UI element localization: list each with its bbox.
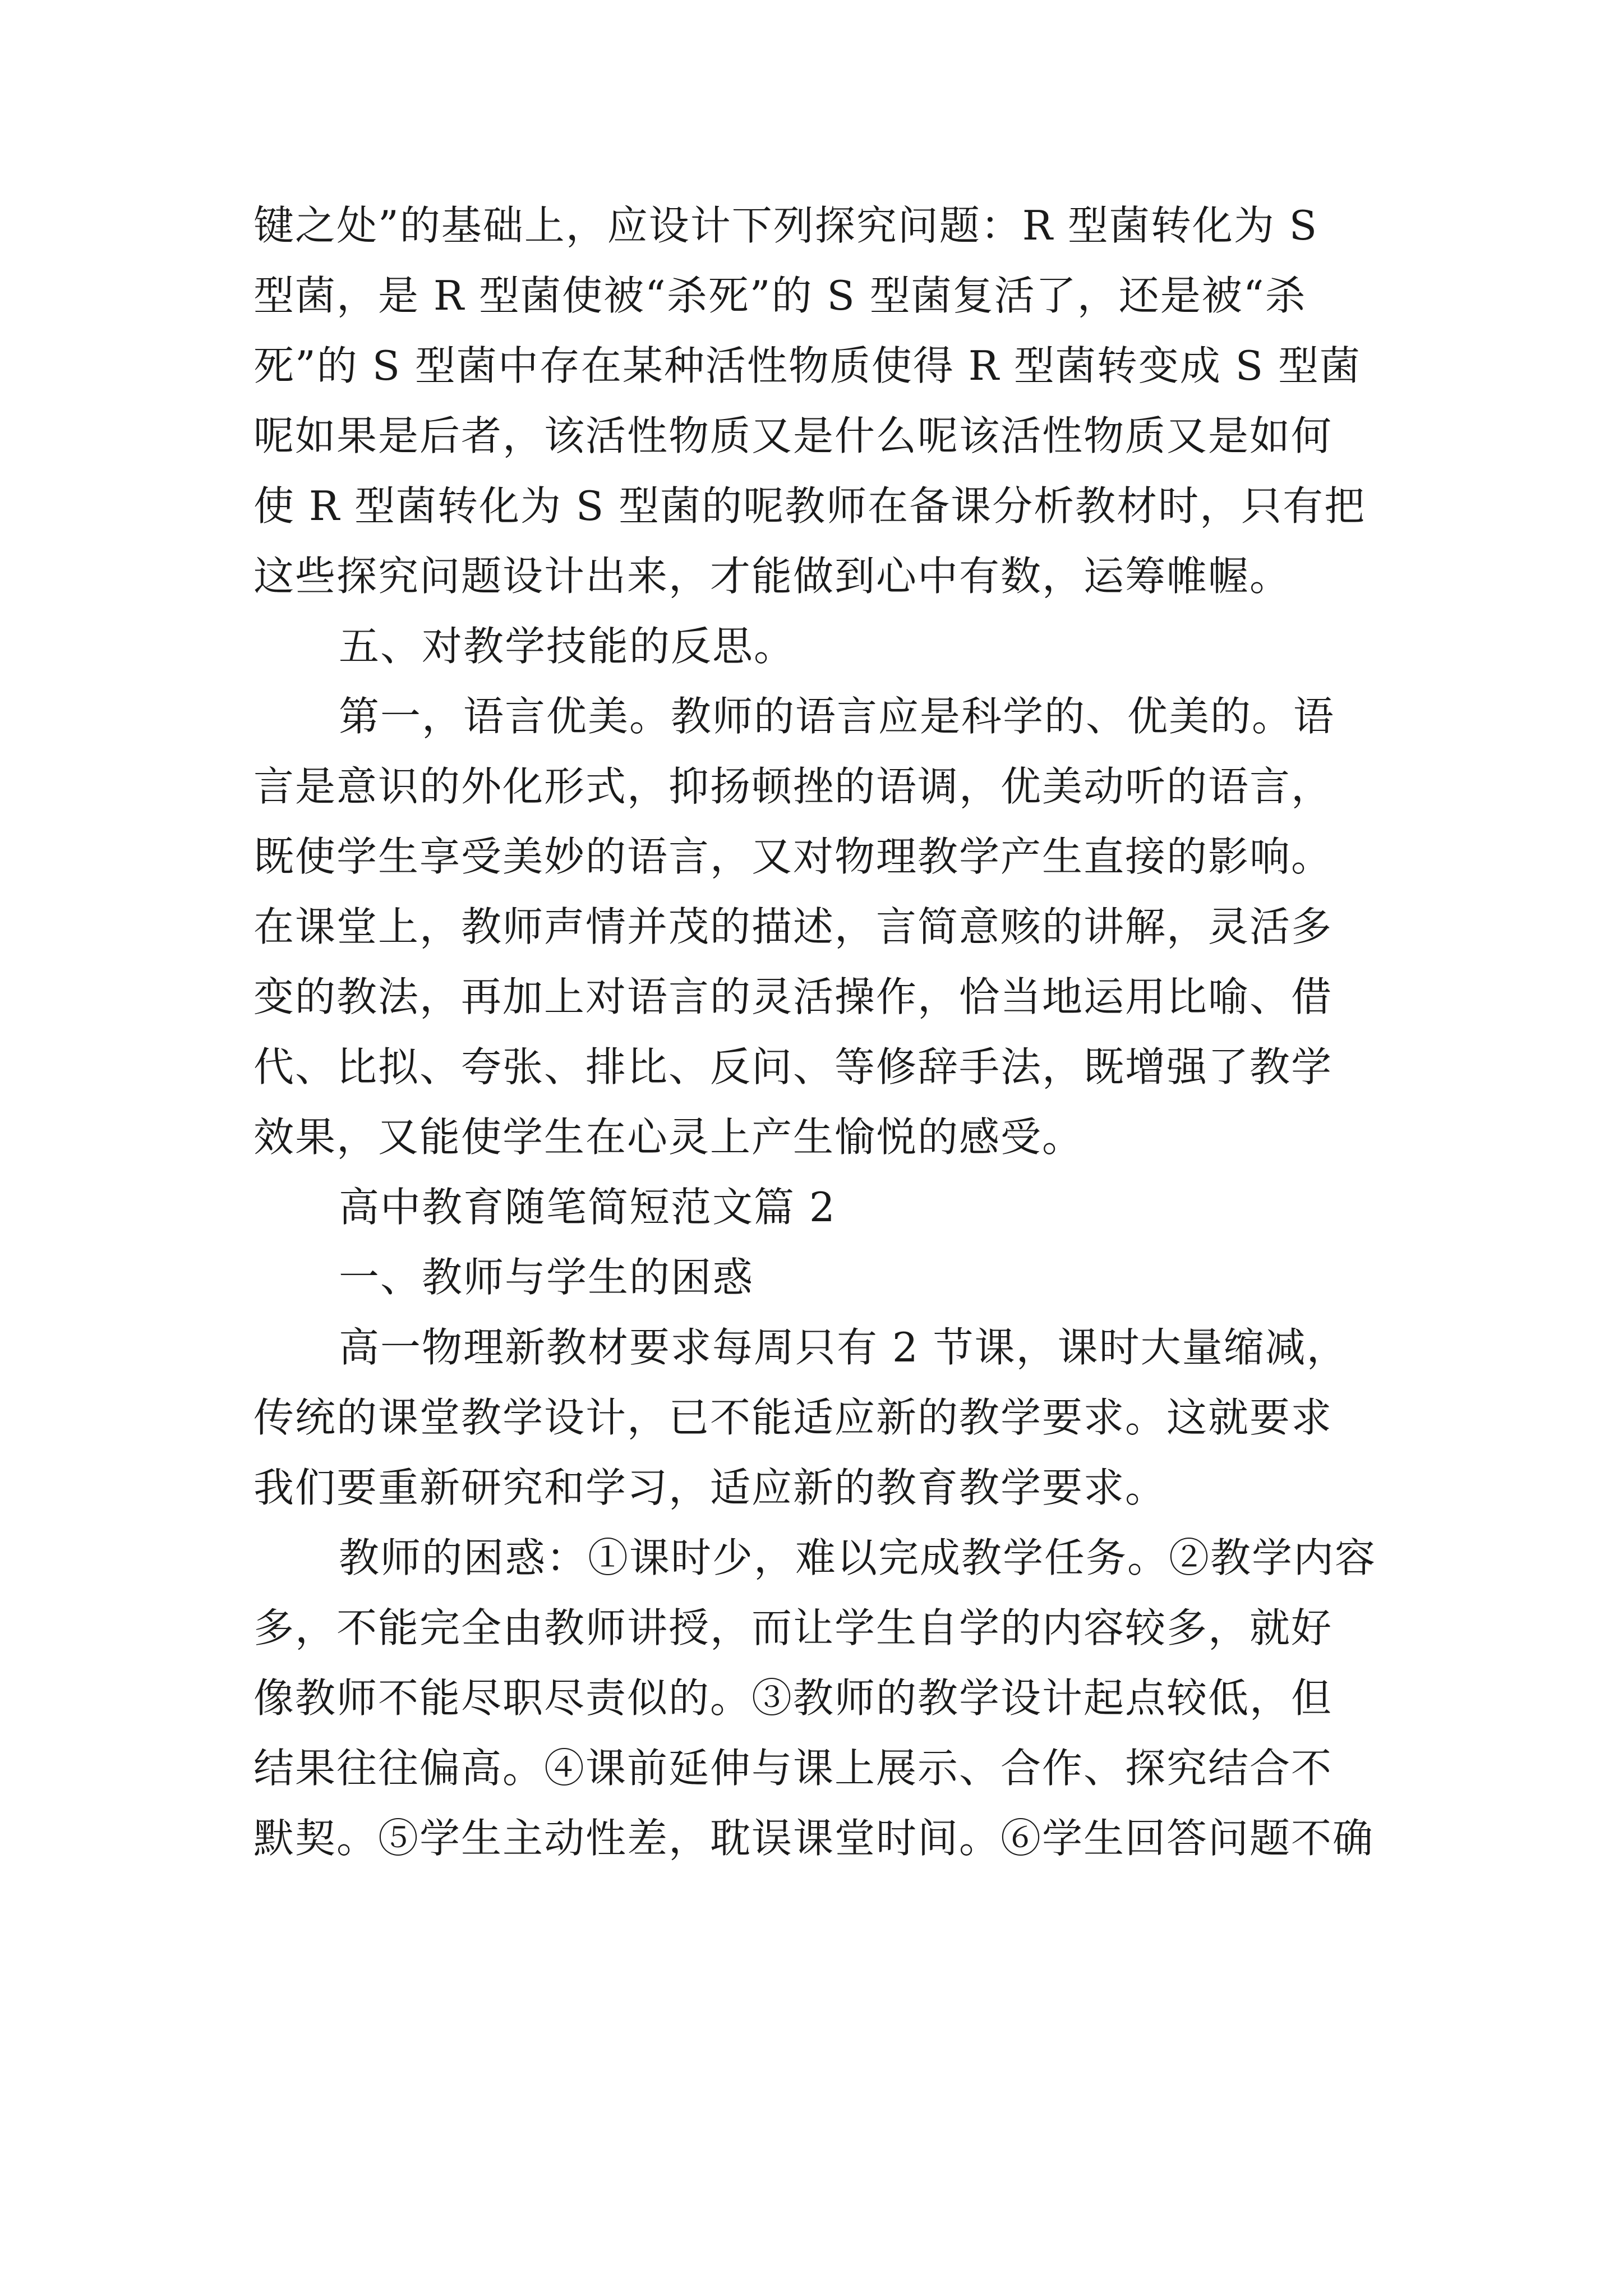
- text-line: 言是意识的外化形式，抑扬顿挫的语调，优美动听的语言，: [253, 763, 1333, 810]
- text-line: 型菌，是 R 型菌使被“杀死”的 S 型菌复活了，还是被“杀: [253, 272, 1307, 319]
- section-heading: 一、教师与学生的困惑: [339, 1254, 754, 1301]
- article-title: 高中教育随笔简短范文篇 2: [339, 1184, 836, 1231]
- section-heading: 五、对教学技能的反思。: [339, 623, 796, 670]
- text-line: 使 R 型菌转化为 S 型菌的呢教师在备课分析教材时，只有把: [253, 482, 1366, 530]
- text-line: 传统的课堂教学设计，已不能适应新的教学要求。这就要求: [253, 1394, 1333, 1441]
- text-line: 多，不能完全由教师讲授，而让学生自学的内容较多，就好: [253, 1604, 1333, 1651]
- text-line: 在课堂上，教师声情并茂的描述，言简意赅的讲解，灵活多: [253, 903, 1333, 950]
- paragraph-start-line: 教师的困惑：①课时少，难以完成教学任务。②教学内容: [339, 1534, 1377, 1581]
- text-line: 结果往往偏高。④课前延伸与课上展示、合作、探究结合不: [253, 1745, 1333, 1792]
- text-line: 效果，又能使学生在心灵上产生愉悦的感受。: [253, 1114, 1084, 1161]
- text-line: 键之处”的基础上，应设计下列探究问题：R 型菌转化为 S: [253, 202, 1318, 249]
- text-line: 这些探究问题设计出来，才能做到心中有数，运筹帷幄。: [253, 553, 1292, 600]
- paragraph-start-line: 第一，语言优美。教师的语言应是科学的、优美的。语: [339, 693, 1335, 740]
- text-line: 既使学生享受美妙的语言，又对物理教学产生直接的影响。: [253, 833, 1333, 880]
- paragraph-start-line: 高一物理新教材要求每周只有 2 节课，课时大量缩减，: [339, 1324, 1348, 1371]
- text-line: 默契。⑤学生主动性差，耽误课堂时间。⑥学生回答问题不确: [253, 1815, 1375, 1862]
- text-line: 像教师不能尽职尽责似的。③教师的教学设计起点较低，但: [253, 1674, 1333, 1722]
- text-line: 死”的 S 型菌中存在某种活性物质使得 R 型菌转变成 S 型菌: [253, 342, 1361, 389]
- text-line: 呢如果是后者，该活性物质又是什么呢该活性物质又是如何: [253, 412, 1333, 459]
- text-line: 我们要重新研究和学习，适应新的教育教学要求。: [253, 1464, 1167, 1511]
- text-line: 变的教法，再加上对语言的灵活操作，恰当地运用比喻、借: [253, 973, 1333, 1020]
- document-body: [253, 191, 1398, 1874]
- text-line: 代、比拟、夸张、排比、反问、等修辞手法，既增强了教学: [253, 1043, 1333, 1091]
